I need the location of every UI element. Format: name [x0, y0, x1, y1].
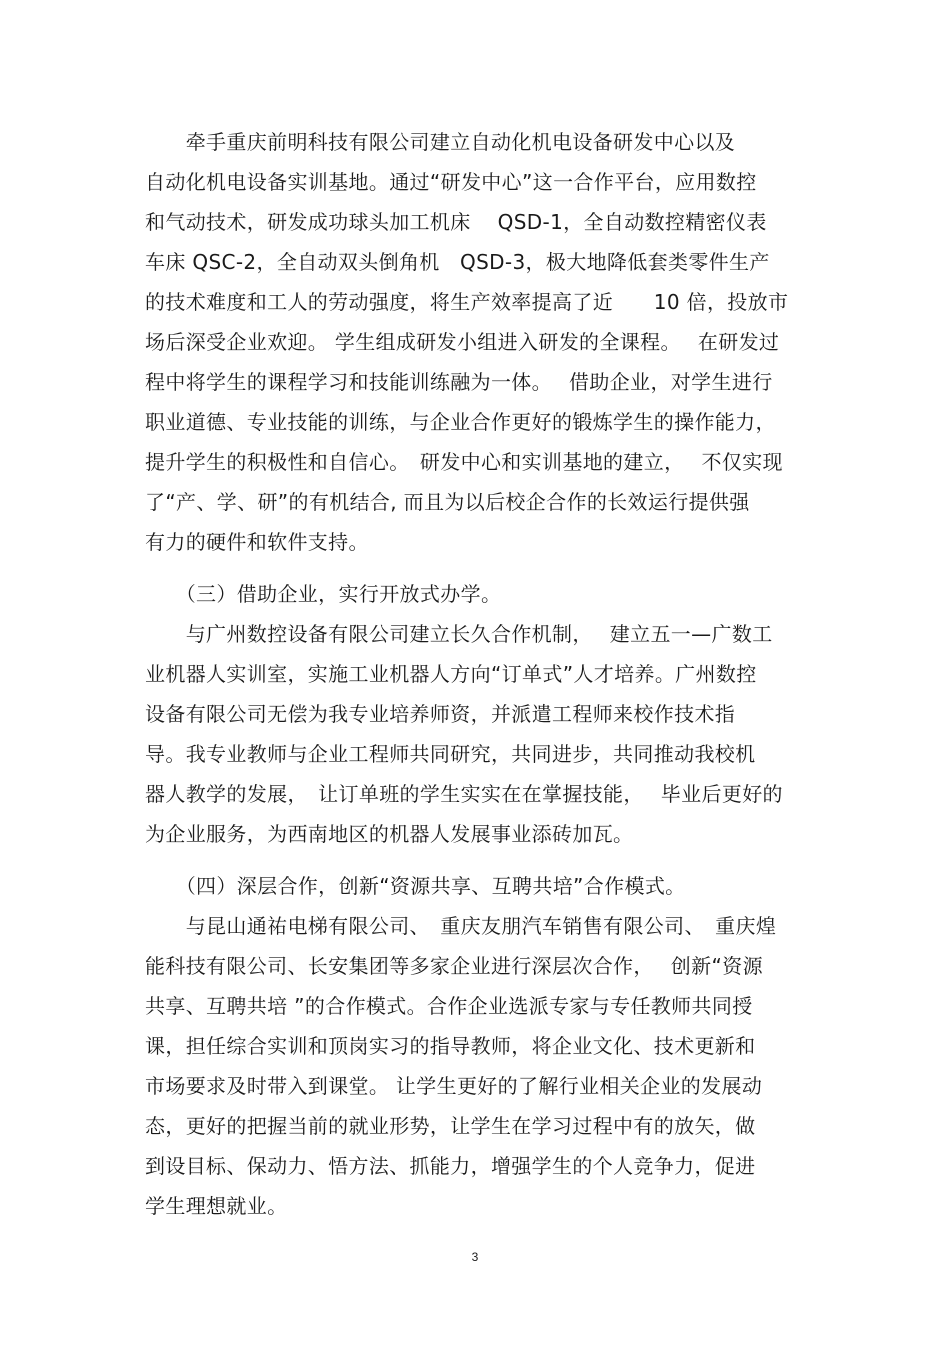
text-line: 车床 QSC-2，全自动双头倒角机 QSD-3，极大地降低套类零件生产: [145, 250, 770, 274]
text-line: 业机器人实训室，实施工业机器人方向“订单式”人才培养。广州数控: [145, 662, 757, 686]
text-line: 了“产、学、研”的有机结合, 而且为以后校企合作的长效运行提供强: [145, 490, 750, 514]
section-heading-3: （三）借助企业，实行开放式办学。: [145, 582, 502, 606]
text-line: 自动化机电设备实训基地。通过“研发中心”这一合作平台，应用数控: [145, 170, 757, 194]
text-line: 的技术难度和工人的劳动强度，将生产效率提高了近 10 倍，投放市: [145, 290, 789, 314]
text-line: 与广州数控设备有限公司建立长久合作机制， 建立五一—广数工: [145, 622, 773, 646]
text-line: 为企业服务，为西南地区的机器人发展事业添砖加瓦。: [145, 822, 634, 846]
text-line: 到设目标、保动力、悟方法、抓能力，增强学生的个人竞争力，促进: [145, 1154, 756, 1178]
page-number: 3: [471, 1250, 479, 1264]
text-line: 场后深受企业欢迎。 学生组成研发小组进入研发的全课程。 在研发过: [145, 330, 780, 354]
text-line: 与昆山通祐电梯有限公司、 重庆友朋汽车销售有限公司、 重庆煌: [145, 914, 777, 938]
text-line: 学生理想就业。: [145, 1194, 288, 1218]
text-line: 设备有限公司无偿为我专业培养师资，并派遣工程师来校作技术指: [145, 702, 736, 726]
text-line: 导。我专业教师与企业工程师共同研究，共同进步，共同推动我校机: [145, 742, 756, 766]
text-line: 和气动技术，研发成功球头加工机床 QSD-1，全自动数控精密仪表: [145, 210, 767, 234]
text-line: 牵手重庆前明科技有限公司建立自动化机电设备研发中心以及: [145, 130, 736, 154]
text-line: 提升学生的积极性和自信心。 研发中心和实训基地的建立， 不仅实现: [145, 450, 783, 474]
text-line: 职业道德、专业技能的训练，与企业合作更好的锻炼学生的操作能力，: [145, 410, 776, 434]
text-line: 共享、互聘共培 ”的合作模式。合作企业选派专家与专任教师共同授: [145, 994, 753, 1018]
text-line: 能科技有限公司、长安集团等多家企业进行深层次合作， 创新“资源: [145, 954, 763, 978]
text-line: 态，更好的把握当前的就业形势，让学生在学习过程中有的放矢，做: [145, 1114, 756, 1138]
text-line: 课，担任综合实训和顶岗实习的指导教师，将企业文化、技术更新和: [145, 1034, 756, 1058]
text-line: 市场要求及时带入到课堂。 让学生更好的了解行业相关企业的发展动: [145, 1074, 763, 1098]
text-line: 器人教学的发展， 让订单班的学生实实在在掌握技能， 毕业后更好的: [145, 782, 783, 806]
section-heading-4: （四）深层合作，创新“资源共享、互聘共培”合作模式。: [145, 874, 686, 898]
text-line: 程中将学生的课程学习和技能训练融为一体。 借助企业，对学生进行: [145, 370, 773, 394]
text-line: 有力的硬件和软件支持。: [145, 530, 369, 554]
